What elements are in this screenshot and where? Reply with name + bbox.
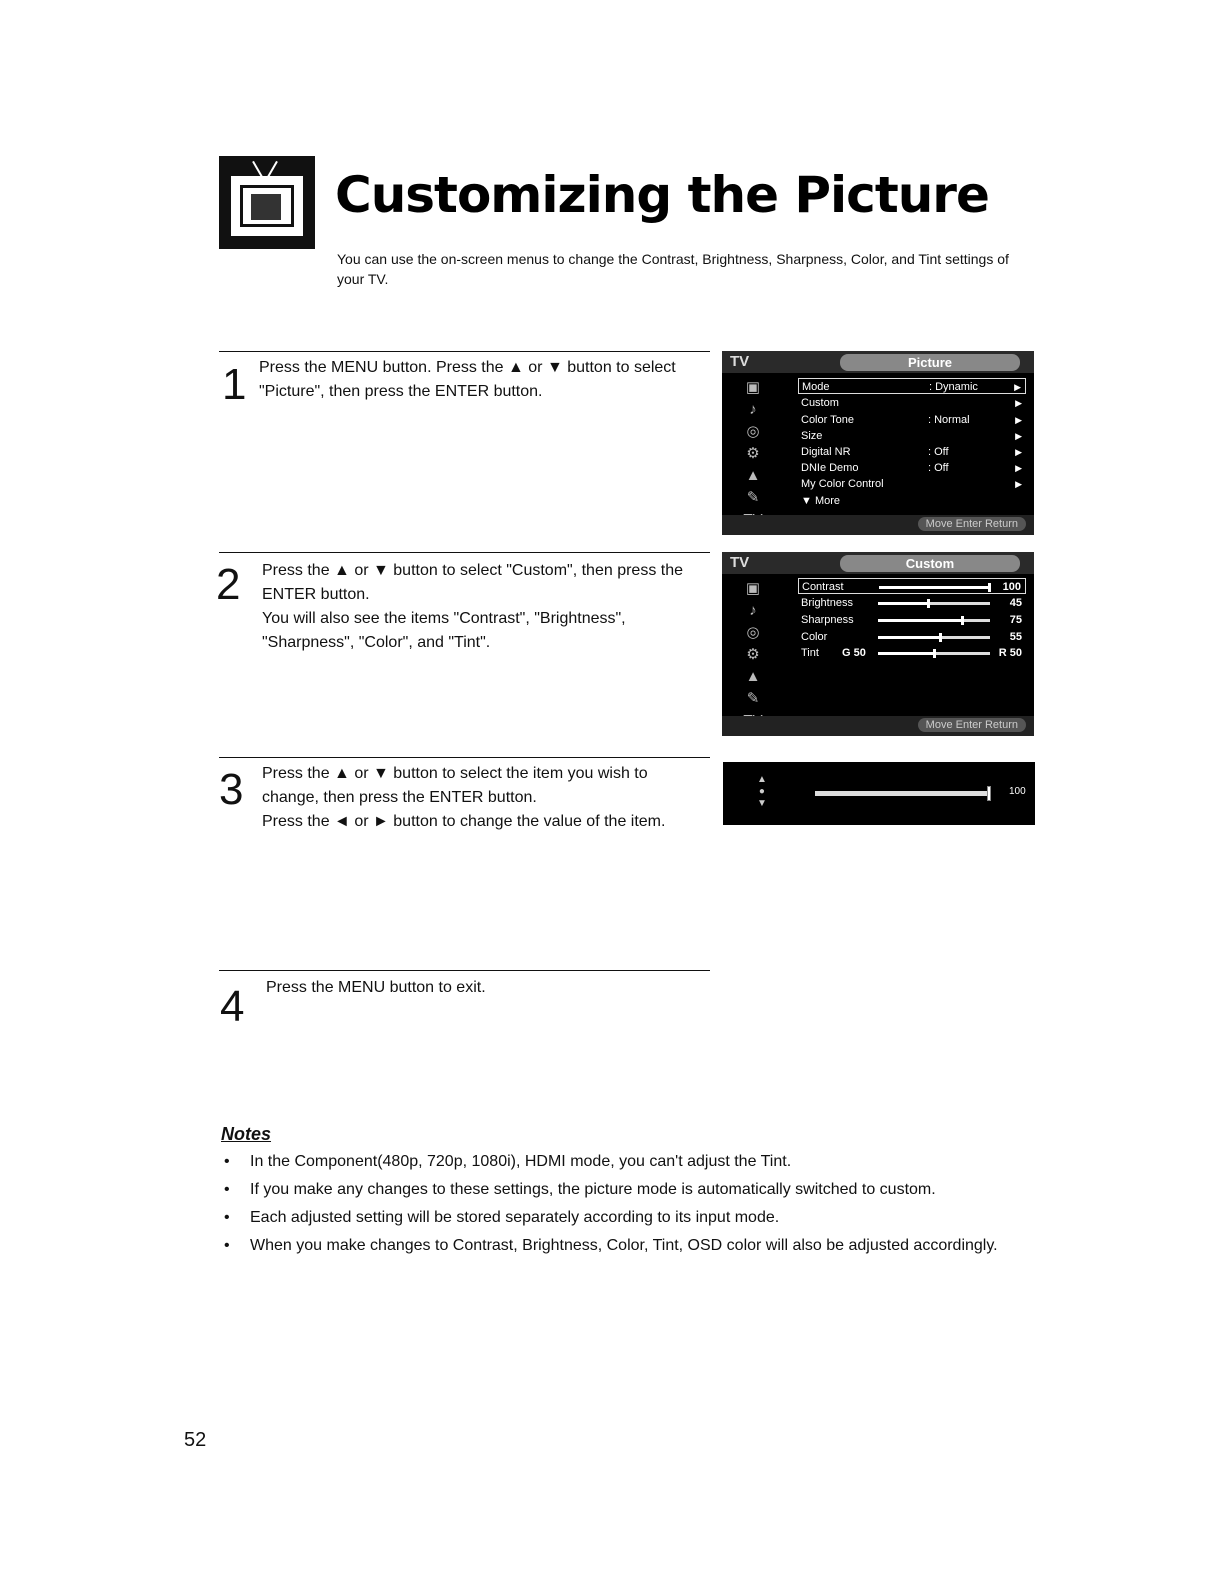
osd-tab-tv: TV — [730, 554, 750, 571]
osd-row-custom[interactable] — [798, 395, 1026, 411]
osd-row-value: : Normal — [928, 414, 970, 426]
step-divider — [219, 351, 710, 352]
arrow-right-icon: ▶ — [1015, 415, 1022, 425]
step-number: 1 — [222, 360, 247, 409]
osd-custom-menu — [722, 552, 1034, 736]
arrow-right-icon: ▶ — [1015, 479, 1022, 489]
sound-icon: ♪ — [749, 602, 757, 619]
osd-row-value: : Dynamic — [929, 381, 978, 393]
slider-fill — [878, 636, 940, 639]
osd-row-value: 75 — [1009, 614, 1022, 626]
channel-icon: ◎ — [746, 423, 760, 440]
osd-picture-menu — [722, 351, 1034, 535]
osd-row-value: R 50 — [998, 647, 1022, 659]
slider-track[interactable] — [878, 652, 990, 655]
notes-title: Notes — [221, 1124, 272, 1144]
step-number: 3 — [219, 765, 244, 814]
osd-topbar — [722, 351, 1034, 373]
osd-footer — [722, 716, 1034, 736]
note-item: • Each adjusted setting will be stored separately according to its input mode. — [222, 1204, 1022, 1232]
slider-fill — [878, 619, 962, 622]
osd-title: Custom — [840, 555, 1020, 572]
slider-knob[interactable] — [961, 616, 964, 625]
osd-title: Picture — [840, 354, 1020, 371]
page-title: Customizing the Picture — [335, 166, 989, 224]
osd-row-value: 55 — [1009, 631, 1022, 643]
osd-row-value: : Off — [928, 462, 949, 474]
osd-row-value: 100 — [1002, 581, 1021, 593]
sound-icon: ♪ — [749, 401, 757, 418]
slider-knob[interactable] — [987, 786, 991, 801]
step-divider — [219, 552, 710, 553]
osd-row-size[interactable] — [798, 428, 1026, 444]
input-icon: ▲ — [745, 467, 761, 484]
slider-knob[interactable] — [927, 599, 930, 608]
osd-tab-tv: TV — [730, 353, 750, 370]
osd-row-sharpness[interactable] — [798, 612, 1026, 628]
step-text — [266, 976, 706, 1000]
notes-list — [222, 1148, 1022, 1260]
osd-row-brightness[interactable] — [798, 595, 1026, 611]
note-item: • If you make any changes to these settings, the picture mode is automatically switched to custom. — [222, 1176, 1022, 1204]
osd-row-label: Mode — [802, 381, 830, 393]
osd-row-more[interactable] — [798, 493, 1026, 509]
step-number: 4 — [220, 982, 245, 1031]
osd-row-label: Color — [801, 631, 828, 643]
step-line: Press the ▲ or ▼ button to select "Custom", then press the ENTER button. — [262, 562, 683, 603]
osd-side-icons — [738, 578, 768, 732]
step-line: Press the MENU button to exit. — [266, 979, 486, 996]
osd-footer — [722, 515, 1034, 535]
slider-track[interactable] — [878, 602, 990, 605]
arrow-right-icon: ▶ — [1015, 431, 1022, 441]
step-number: 2 — [216, 560, 241, 609]
slider-track[interactable] — [878, 636, 990, 639]
step-line: You will also see the items "Contrast", "Brightness", "Sharpness", "Color", and "Tint". — [262, 610, 626, 651]
step-text — [259, 356, 714, 404]
slider-fill — [878, 652, 934, 655]
guide-icon: ✎ — [746, 690, 760, 707]
note-item: • In the Component(480p, 720p, 1080i), HDMI mode, you can't adjust the Tint. — [222, 1148, 1022, 1176]
up-down-arrows-icon: ▲ ● ▼ — [757, 774, 767, 809]
picture-icon: ▣ — [745, 379, 761, 396]
step-line: Press the ▲ or ▼ button to select the item you wish to change, then press the ENTER button. — [262, 765, 648, 806]
osd-footer-buttons: Move Enter Return — [918, 718, 1026, 732]
osd-row-value: : Off — [928, 446, 949, 458]
channel-icon: ◎ — [746, 624, 760, 641]
slider-track[interactable] — [879, 586, 991, 589]
slider-value: 100 — [1009, 786, 1026, 797]
setup-icon: ⚙ — [746, 646, 760, 663]
osd-row-label: Brightness — [801, 597, 853, 609]
step-line: Press the MENU button. Press the ▲ or ▼ button to select "Picture", then press the ENTER button. — [259, 359, 676, 400]
step-text — [262, 762, 702, 834]
osd-row-dnie-demo[interactable] — [798, 460, 1026, 476]
osd-row-left-value: G 50 — [842, 647, 866, 659]
note-item: • When you make changes to Contrast, Brightness, Color, Tint, OSD color will also be adjusted accordingly. — [222, 1232, 1022, 1260]
input-icon: ▲ — [745, 668, 761, 685]
arrow-right-icon: ▶ — [1015, 463, 1022, 473]
arrow-right-icon: ▶ — [1014, 382, 1021, 392]
osd-row-label: Tint — [801, 647, 819, 659]
slider-fill — [878, 602, 928, 605]
osd-row-my-color-control[interactable] — [798, 476, 1026, 492]
slider-knob[interactable] — [939, 633, 942, 642]
step-divider — [219, 970, 710, 971]
osd-row-label: ▼ More — [801, 495, 841, 507]
osd-row-digital-nr[interactable] — [798, 444, 1026, 460]
slider-knob[interactable] — [933, 649, 936, 658]
picture-icon: ▣ — [745, 580, 761, 597]
osd-row-value: 45 — [1009, 597, 1022, 609]
step-text — [262, 559, 702, 655]
slider-track[interactable] — [878, 619, 990, 622]
tv-icon — [219, 156, 315, 249]
osd-row-label: Color Tone — [801, 414, 854, 426]
setup-icon: ⚙ — [746, 445, 760, 462]
osd-row-contrast[interactable] — [798, 578, 1026, 594]
slider-track[interactable] — [815, 791, 991, 796]
osd-row-color-tone[interactable] — [798, 412, 1026, 428]
osd-side-icons — [738, 377, 768, 531]
osd-row-label: Contrast — [802, 581, 844, 593]
osd-row-label: Sharpness — [801, 614, 854, 626]
osd-row-label: Digital NR — [801, 446, 851, 458]
intro-text: You can use the on-screen menus to change the Contrast, Brightness, Sharpness, Color, and Tint settings of your TV. — [337, 251, 1009, 287]
step-line: Press the ◄ or ► button to change the value of the item. — [262, 813, 666, 830]
osd-row-mode[interactable] — [798, 378, 1026, 394]
arrow-right-icon: ▶ — [1015, 398, 1022, 408]
osd-footer-buttons: Move Enter Return — [918, 517, 1026, 531]
osd-row-label: DNIe Demo — [801, 462, 859, 474]
step-divider — [219, 757, 710, 758]
arrow-right-icon: ▶ — [1015, 447, 1022, 457]
guide-icon: ✎ — [746, 489, 760, 506]
osd-adjust-slider — [723, 762, 1035, 825]
slider-fill — [879, 586, 991, 589]
slider-knob[interactable] — [988, 583, 991, 592]
osd-row-label: Custom — [801, 397, 839, 409]
osd-topbar — [722, 552, 1034, 574]
osd-row-color[interactable] — [798, 629, 1026, 645]
osd-row-label: My Color Control — [801, 478, 884, 490]
osd-row-label: Size — [801, 430, 823, 442]
page-number: 52 — [184, 1429, 207, 1451]
osd-row-tint[interactable] — [798, 645, 1026, 661]
